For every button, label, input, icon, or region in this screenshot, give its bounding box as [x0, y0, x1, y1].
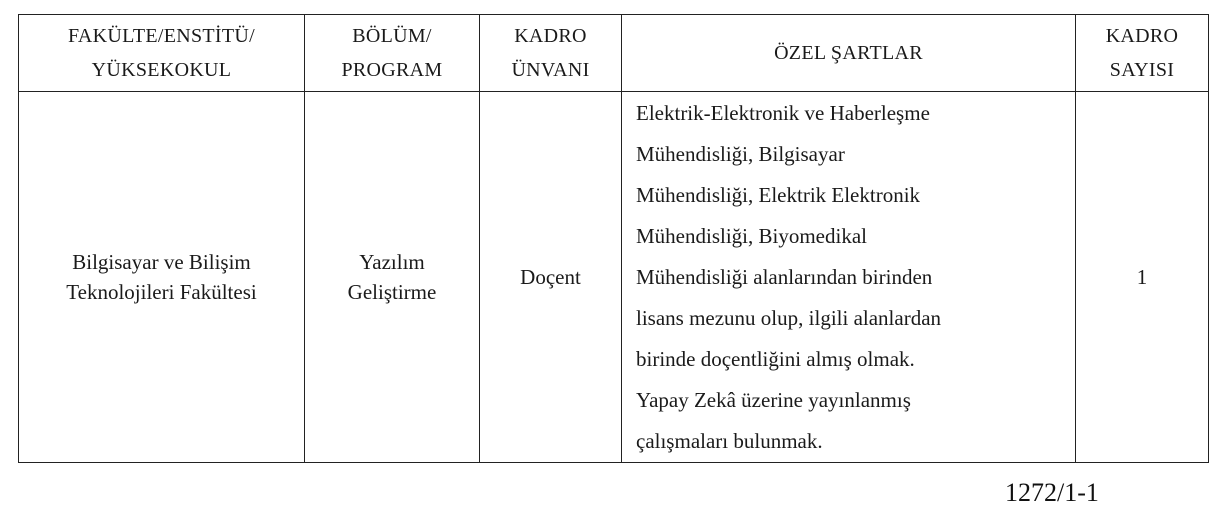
cell-bolum-line-1: Yazılım — [359, 250, 425, 274]
ozel-line-2: Mühendisliği, Bilgisayar — [636, 141, 845, 166]
header-unvan-line-2: ÜNVANI — [511, 59, 590, 81]
table-row — [19, 92, 1209, 463]
header-row — [19, 15, 1209, 92]
cell-ozel-sartlar — [622, 92, 1076, 463]
header-unvan — [480, 15, 622, 92]
ozel-line-1: Elektrik-Elektronik ve Haberleşme — [636, 100, 930, 125]
ozel-line-5: Mühendisliği alanlarından birinden — [636, 264, 933, 289]
document-number: 1272/1-1 — [1005, 478, 1099, 507]
ozel-line-7: birinde doçentliğini almış olmak. — [636, 346, 915, 371]
header-bolum-line-1: BÖLÜM/ — [352, 25, 432, 47]
header-sayi-line-1: KADRO — [1105, 25, 1179, 47]
ozel-line-9: çalışmaları bulunmak. — [636, 428, 823, 453]
header-bolum — [305, 15, 480, 92]
ozel-line-6: lisans mezunu olup, ilgili alanlardan — [636, 305, 942, 330]
header-sayi — [1076, 15, 1209, 92]
cell-unvan: Doçent — [480, 92, 622, 463]
cell-fakulte — [19, 92, 305, 463]
header-fakulte-line-1: FAKÜLTE/ENSTİTÜ/ — [67, 25, 256, 47]
kadro-table — [18, 14, 1209, 463]
ozel-line-3: Mühendisliği, Elektrik Elektronik — [636, 182, 921, 207]
header-unvan-line-1: KADRO — [514, 25, 587, 47]
cell-fakulte-line-2: Teknolojileri Fakültesi — [66, 280, 257, 304]
header-fakulte-line-2: YÜKSEKOKUL — [91, 59, 232, 81]
header-fakulte — [19, 15, 305, 92]
ozel-line-8: Yapay Zekâ üzerine yayınlanmış — [636, 387, 911, 412]
header-bolum-line-2: PROGRAM — [341, 59, 443, 81]
cell-fakulte-line-1: Bilgisayar ve Bilişim — [72, 250, 251, 274]
header-sayi-line-2: SAYISI — [1109, 59, 1175, 81]
header-ozel-sartlar — [622, 15, 1076, 92]
ozel-line-4: Mühendisliği, Biyomedikal — [636, 223, 867, 248]
cell-bolum — [305, 92, 480, 463]
header-ozel-line-1: ÖZEL ŞARTLAR — [774, 42, 923, 64]
cell-sayi: 1 — [1076, 92, 1209, 463]
cell-bolum-line-2: Geliştirme — [347, 280, 437, 304]
